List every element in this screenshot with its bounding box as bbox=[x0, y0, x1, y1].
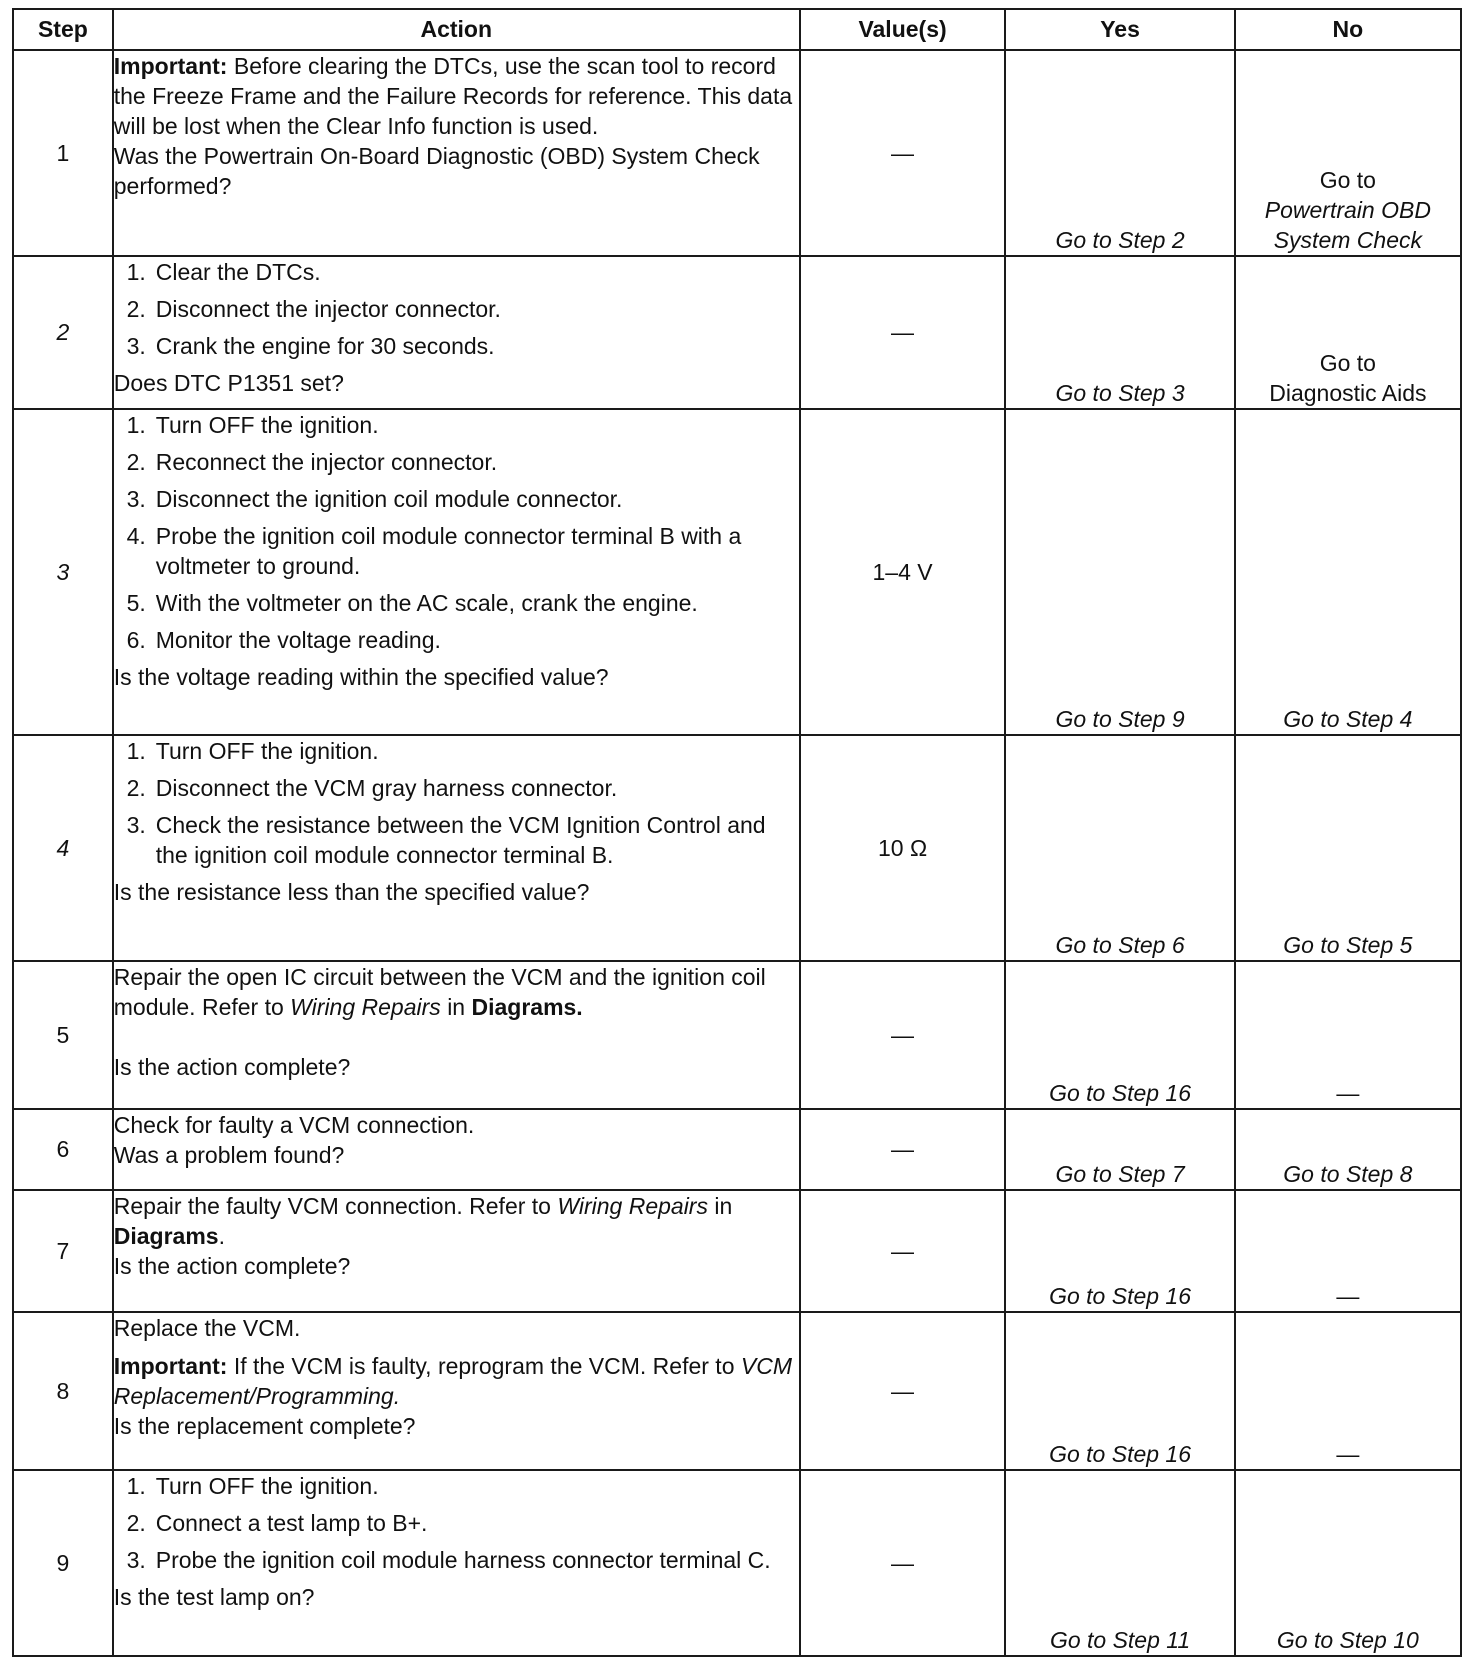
action-text: Check for faulty a VCM connection. bbox=[113, 1111, 475, 1138]
question-text: Is the voltage reading within the specified value? bbox=[113, 664, 609, 691]
list-item: 1. Clear the DTCs. bbox=[126, 259, 321, 286]
action-cell bbox=[113, 735, 800, 961]
no-reference-line2: System Check bbox=[1273, 227, 1422, 254]
action-cell bbox=[113, 1312, 800, 1470]
reference-link-text: Wiring Repairs bbox=[557, 1193, 708, 1220]
list-item: 6. Monitor the voltage reading. bbox=[126, 627, 441, 654]
action-list bbox=[114, 410, 799, 655]
action-cell bbox=[113, 1109, 800, 1191]
table-row-step-9 bbox=[13, 1470, 1461, 1656]
list-item: 2. Reconnect the injector connector. bbox=[126, 449, 498, 476]
no-cell: Go to Step 5 bbox=[1235, 735, 1461, 961]
action-text: Repair the open IC circuit between the VCM and the ignition coil module. Refer to Wiring Repairs in Diagrams. bbox=[113, 964, 766, 1021]
no-go-to: Go to bbox=[1319, 350, 1376, 377]
yes-cell: Go to Step 11 bbox=[1005, 1470, 1234, 1656]
table-row-step-2 bbox=[13, 256, 1461, 409]
action-list bbox=[114, 736, 799, 870]
reference-link-text: Wiring Repairs bbox=[290, 994, 441, 1021]
question-text: Was a problem found? bbox=[113, 1141, 345, 1168]
table-row-step-8 bbox=[13, 1312, 1461, 1470]
table-row-step-5 bbox=[13, 961, 1461, 1109]
yes-cell: Go to Step 7 bbox=[1005, 1109, 1234, 1191]
no-cell: — bbox=[1235, 1312, 1461, 1470]
question-text: Is the action complete? bbox=[113, 1054, 351, 1081]
action-list bbox=[114, 1471, 799, 1575]
no-reference: Diagnostic Aids bbox=[1269, 380, 1427, 407]
yes-cell: Go to Step 16 bbox=[1005, 1312, 1234, 1470]
header-row bbox=[13, 9, 1461, 50]
value-cell: — bbox=[800, 1312, 1006, 1470]
list-item: 4. Probe the ignition coil module connector terminal B with a voltmeter to ground. bbox=[126, 523, 742, 580]
no-cell: — bbox=[1235, 1190, 1461, 1312]
list-item: 1. Turn OFF the ignition. bbox=[126, 412, 379, 439]
question-text: Is the resistance less than the specified value? bbox=[113, 879, 590, 906]
value-cell: — bbox=[800, 50, 1006, 256]
yes-cell: Go to Step 16 bbox=[1005, 1190, 1234, 1312]
action-cell bbox=[113, 50, 800, 256]
value-cell: — bbox=[800, 1109, 1006, 1191]
step-number: 3 bbox=[13, 409, 113, 735]
table-row-step-3 bbox=[13, 409, 1461, 735]
yes-cell: Go to Step 3 bbox=[1005, 256, 1234, 409]
step-number: 4 bbox=[13, 735, 113, 961]
list-item: 3. Disconnect the ignition coil module connector. bbox=[126, 486, 623, 513]
action-cell bbox=[113, 961, 800, 1109]
important-note bbox=[114, 51, 799, 141]
step-number: 5 bbox=[13, 961, 113, 1109]
header-yes: Yes bbox=[1005, 9, 1234, 50]
step-number: 1 bbox=[13, 50, 113, 256]
list-item: 3. Crank the engine for 30 seconds. bbox=[126, 333, 495, 360]
step-number: 2 bbox=[13, 256, 113, 409]
yes-cell: Go to Step 16 bbox=[1005, 961, 1234, 1109]
no-cell bbox=[1235, 50, 1461, 256]
list-item: 1. Turn OFF the ignition. bbox=[126, 1473, 379, 1500]
question-text: Was the Powertrain On-Board Diagnostic (OBD) System Check performed? bbox=[113, 143, 760, 199]
list-item: 1. Turn OFF the ignition. bbox=[126, 738, 379, 765]
yes-cell: Go to Step 9 bbox=[1005, 409, 1234, 735]
header-step: Step bbox=[13, 9, 113, 50]
action-text: Repair the faulty VCM connection. Refer to Wiring Repairs in Diagrams. bbox=[113, 1193, 733, 1250]
important-label: Important: bbox=[113, 53, 228, 79]
no-cell: Go to Step 8 bbox=[1235, 1109, 1461, 1191]
list-item: 2. Connect a test lamp to B+. bbox=[126, 1510, 428, 1537]
table-row-step-6 bbox=[13, 1109, 1461, 1191]
question-text: Is the test lamp on? bbox=[113, 1584, 315, 1611]
no-cell: Go to Step 10 bbox=[1235, 1470, 1461, 1656]
important-note: Important: If the VCM is faulty, reprogram the VCM. Refer to VCM Replacement/Programming. bbox=[113, 1353, 793, 1410]
list-item: 2. Disconnect the injector connector. bbox=[126, 296, 501, 323]
question-text: Is the replacement complete? bbox=[113, 1413, 416, 1440]
header-values: Value(s) bbox=[800, 9, 1006, 50]
action-list bbox=[114, 257, 799, 361]
header-no: No bbox=[1235, 9, 1461, 50]
diagnostic-table bbox=[12, 8, 1462, 1657]
action-cell bbox=[113, 1190, 800, 1312]
list-item: 3. Check the resistance between the VCM Ignition Control and the ignition coil module connector terminal B. bbox=[126, 812, 766, 869]
action-cell bbox=[113, 409, 800, 735]
reference-section: Diagrams bbox=[113, 1223, 219, 1250]
question-text: Does DTC P1351 set? bbox=[113, 370, 344, 397]
step-number: 6 bbox=[13, 1109, 113, 1191]
header-action: Action bbox=[113, 9, 800, 50]
value-cell: — bbox=[800, 961, 1006, 1109]
table-row-step-7 bbox=[13, 1190, 1461, 1312]
question-text: Is the action complete? bbox=[113, 1253, 351, 1280]
important-text: Before clearing the DTCs, use the scan tool to record the Freeze Frame and the Failure Records for reference. This data will be lost when the Clear Info function is used. bbox=[113, 53, 793, 139]
step-number: 9 bbox=[13, 1470, 113, 1656]
list-item: 2. Disconnect the VCM gray harness connector. bbox=[126, 775, 618, 802]
step-number: 8 bbox=[13, 1312, 113, 1470]
value-cell: 10 Ω bbox=[800, 735, 1006, 961]
yes-cell: Go to Step 6 bbox=[1005, 735, 1234, 961]
no-cell: Go to Step 4 bbox=[1235, 409, 1461, 735]
value-cell: — bbox=[800, 256, 1006, 409]
list-item: 5. With the voltmeter on the AC scale, crank the engine. bbox=[126, 590, 698, 617]
list-item: 3. Probe the ignition coil module harness connector terminal C. bbox=[126, 1547, 771, 1574]
no-cell bbox=[1235, 256, 1461, 409]
value-cell: — bbox=[800, 1190, 1006, 1312]
reference-section: Diagrams. bbox=[471, 994, 583, 1021]
action-cell bbox=[113, 1470, 800, 1656]
action-text: Replace the VCM. bbox=[113, 1315, 301, 1342]
no-cell: — bbox=[1235, 961, 1461, 1109]
table-row-step-1 bbox=[13, 50, 1461, 256]
table-row-step-4 bbox=[13, 735, 1461, 961]
reference-link-text: VCM Replacement/Programming. bbox=[113, 1353, 793, 1410]
important-label: Important: bbox=[113, 1353, 228, 1380]
step-number: 7 bbox=[13, 1190, 113, 1312]
no-go-to: Go to bbox=[1319, 167, 1376, 194]
value-cell: — bbox=[800, 1470, 1006, 1656]
yes-cell: Go to Step 2 bbox=[1005, 50, 1234, 256]
value-cell: 1–4 V bbox=[800, 409, 1006, 735]
action-cell bbox=[113, 256, 800, 409]
no-reference-line1: Powertrain OBD bbox=[1264, 197, 1431, 224]
